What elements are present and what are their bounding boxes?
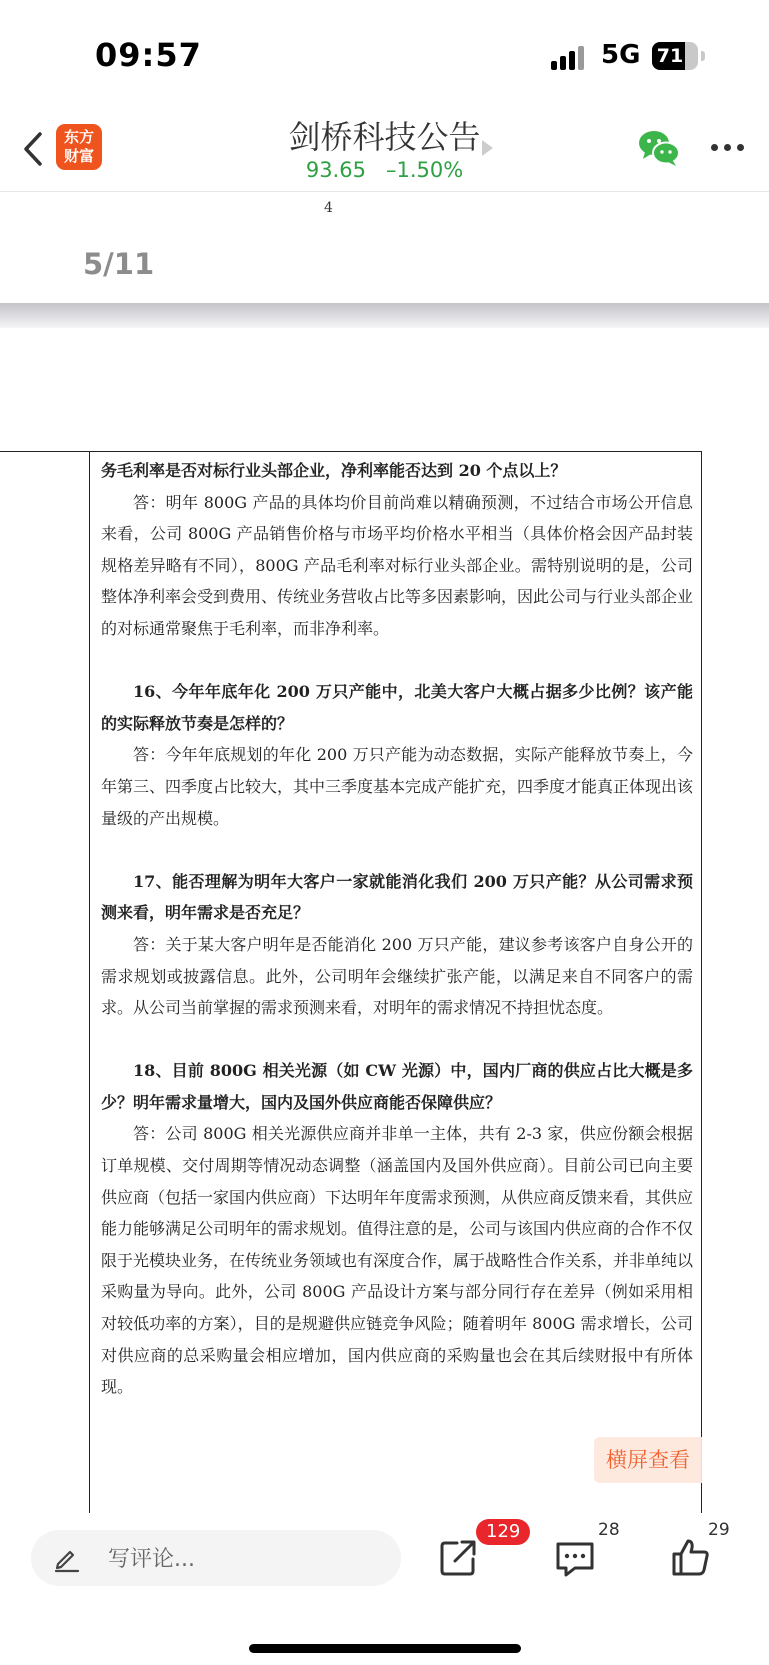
stock-title[interactable]: 剑桥科技公告 [288,118,481,156]
answer-paragraph: 答：关于某大客户明年是否能消化 200 万只产能，建议参考该客户自身公开的需求规划或披露信息。此外，公司明年会继续扩张产能，以满足来自不同客户的需求。从公司当前掌握的需求预测来看，对明年的需求情况不持担忧态度。 [101,934,693,1018]
answer-paragraph: 答：明年 800G 产品的具体均价目前尚难以精确预测，不过结合市场公开信息来看，公司 800G 产品销售价格与市场平均价格水平相当（具体价格会因产品封装规格差异略有不同），800G 产品毛利率对标行业头部企业。需特别说明的是，公司整体净利率会受到费用、传统业务营收占比等多因素影响，因此公司与行业头部企业的对标通常聚焦于毛利率，而非净利率。 [101,492,694,638]
status-bar [0,0,769,110]
page-divider [0,303,769,328]
home-indicator [249,1644,521,1653]
wechat-icon[interactable] [637,128,681,168]
status-time: 09:57 [95,36,202,74]
network-type: 5G [601,40,641,70]
paragraph-gap [101,645,693,677]
like-icon[interactable] [670,1536,712,1578]
more-icon[interactable] [711,144,745,152]
share-count-badge: 129 [476,1519,530,1545]
question-paragraph: 18、目前 800G 相关光源（如 CW 光源）中，国内厂商的供应占比大概是多少？明年需求量增大，国内及国外供应商能否保障供应？ [101,1061,693,1112]
like-count: 29 [708,1520,730,1540]
logo-line1: 东方 [63,128,94,146]
table-border-right [701,451,702,1513]
signal-icon [551,44,591,70]
answer-paragraph: 答：今年年底规划的年化 200 万只产能为动态数据，实际产能释放节奏上，今年第三、四季度占比较大，其中三季度基本完成产能扩充，四季度才能真正体现出该量级的产出规模。 [101,745,694,828]
paragraph-gap [101,834,693,866]
share-icon[interactable] [437,1537,479,1579]
nav-bar [0,110,769,192]
document-content [101,455,693,1403]
logo-line2: 财富 [63,147,94,165]
paragraph-gap [101,1024,693,1056]
page-indicator: 5/11 [83,247,155,281]
comment-icon[interactable] [553,1538,597,1580]
battery-tip [701,51,705,61]
pdf-page-number: 4 [324,200,333,216]
table-border-left [89,451,90,1513]
stock-price: 93.65 [305,158,366,182]
landscape-view-button[interactable]: 横屏查看 [594,1437,702,1483]
pen-icon [52,1543,82,1573]
battery-icon [652,42,698,70]
battery-percent: 71 [656,45,684,67]
comment-placeholder[interactable]: 写评论... [108,1547,195,1572]
stock-change: –1.50% [385,158,464,182]
table-border-top [0,451,702,452]
comment-count: 28 [598,1520,620,1540]
comment-input[interactable] [31,1530,401,1586]
question-paragraph: 17、能否理解为明年大客户一家就能消化我们 200 万只产能？从公司需求预测来看，明年需求是否充足？ [101,871,693,923]
play-triangle-icon[interactable] [482,140,493,156]
answer-paragraph: 答：公司 800G 相关光源供应商并非单一主体，共有 2-3 家，供应份额会根据订单规模、交付周期等情况动态调整（涵盖国内及国外供应商）。目前公司已向主要供应商（包括一家国内供应商）下达明年年度需求预测，从供应商反馈来看，其供应能力能够满足公司明年的需求规划。值得注意的是，公司与该国内供应商的合作不仅限于光模块业务，在传统业务领域也有深度合作，属于战略性合作关系，并非单纯以采购量为导向。此外，公司 800G 产品设计方案与部分同行存在差异（例如采用相对较低功率的方案），目的是规避供应链竞争风险；随着明年 800G 需求增长，公司对供应商的总采购量会相应增加，国内供应商的采购量也会在其后续财报中有所体现。 [101,1124,694,1397]
question-paragraph: 16、今年年底年化 200 万只产能中，北美大客户大概占据多少比例？该产能的实际释放节奏是怎样的？ [101,682,693,733]
question-paragraph: 务毛利率是否对标行业头部企业，净利率能否达到 20 个点以上？ [101,461,567,480]
